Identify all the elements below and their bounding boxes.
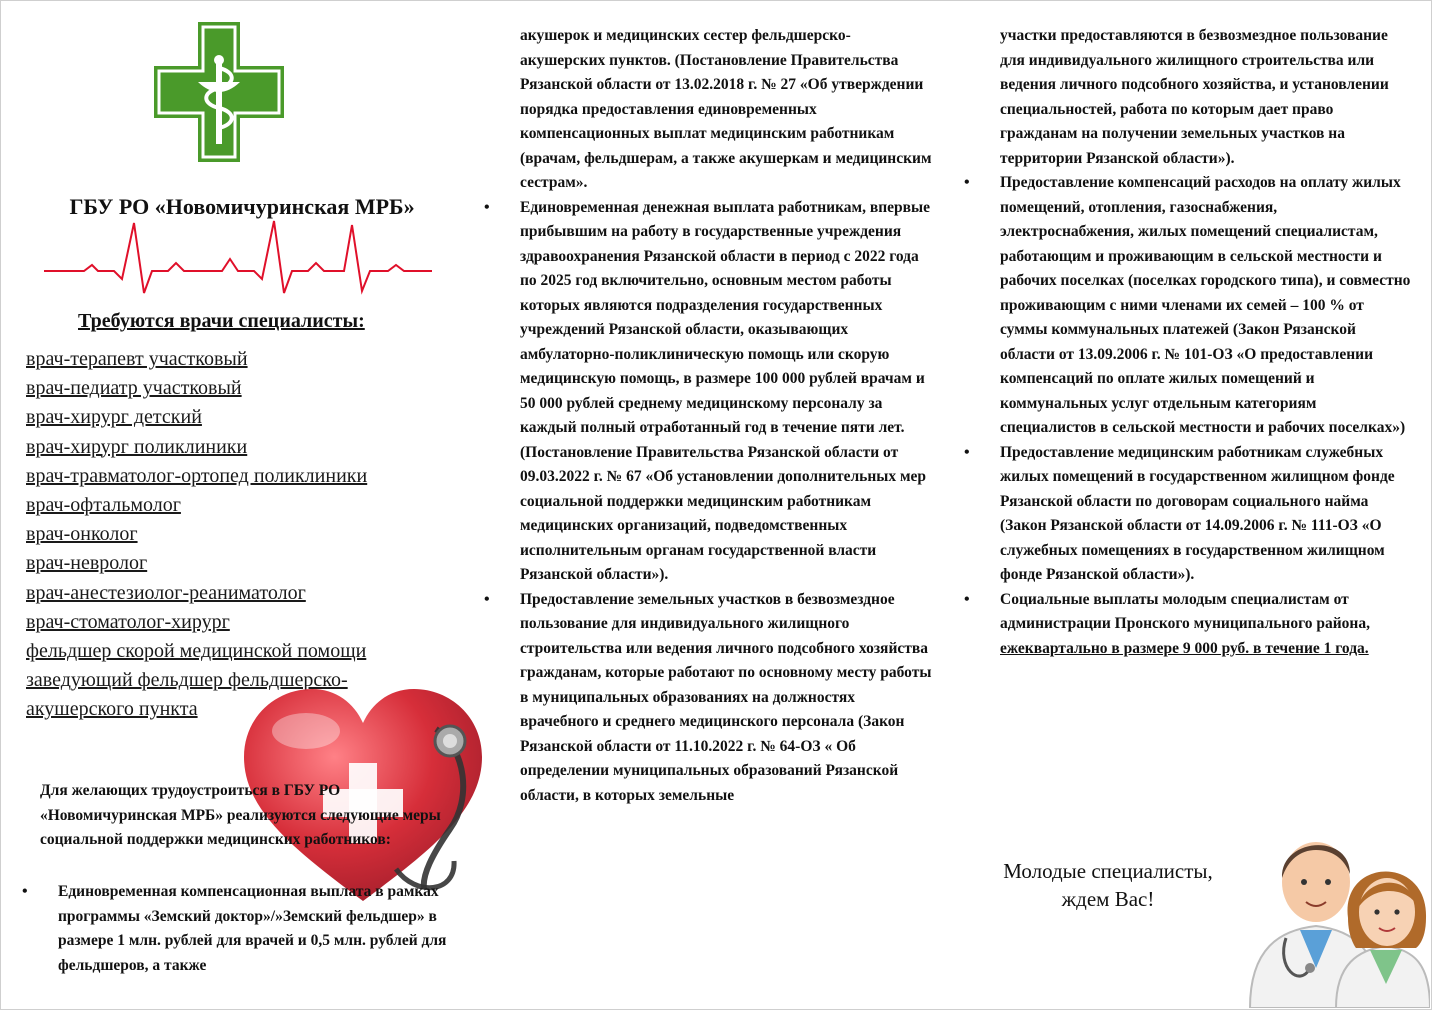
vacancy-item: акушерского пункта <box>26 698 198 721</box>
vacancies-list <box>26 345 367 725</box>
closing-message <box>958 857 1258 913</box>
vacancy-item: фельдшер скорой медицинской помощи <box>26 640 367 663</box>
vacancy-item: врач-терапевт участковый <box>26 348 248 370</box>
vacancy-item: врач-хирург поликлиники <box>26 435 248 458</box>
vacancy-item: врач-стоматолог-хирург <box>26 610 230 633</box>
vacancy-item: врач-онколог <box>26 523 138 546</box>
benefit-item-service-housing: • Предоставление медицинским работникам служебных жилых помещений в государственном жилищном фонде Рязанской области по договорам социального найма (Закон Рязанской области от 14.09.2006 г. № 111-ОЗ «О служебных помещениях в государственном жилищном фонде Рязанской области»). <box>964 441 1414 588</box>
vacancies-title: Требуются врачи специалисты: <box>78 310 365 332</box>
benefit-item-lump-sum: • Единовременная денежная выплата работникам, впервые прибывшим на работу в государственные учреждения здравоохранения Рязанской области в период с 2022 года по 2025 год включительно, основным местом работы которых являются подразделения государственных учреждений Рязанской области, оказывающих амбулаторно-поликлиническую помощь или скорую медицинскую помощь, в размере 100 000 рублей врачам и 50 000 рублей среднему медицинскому персоналу за каждый полный отработанный год в течение пяти лет. (Постановление Правительства Рязанской области от 09.03.2022 г. № 67 «Об установлении дополнительных мер социальной поддержки медицинским работникам медицинских организаций, подведомственных исполнительным органам государственной власти Рязанской области»). <box>484 196 932 588</box>
intro-text: Для желающих трудоустроиться в ГБУ РО «Новомичуринская МРБ» реализуются следующие меры социальной поддержки медицинских работников: <box>40 782 441 848</box>
vacancy-item: врач-хирург детский <box>26 406 202 429</box>
benefit-item-zemsky-continued: акушерок и медицинских сестер фельдшерско-акушерских пунктов. (Постановление Правительства Рязанской области от 13.02.2018 г. № 27 «Об утверждении порядка предоставления единовременных компенсационных выплат медицинским работникам (врачам, фельдшерам, а также акушеркам и медицинским сестрам». <box>520 27 932 191</box>
vacancy-item: заведующий фельдшер фельдшерско- <box>26 669 348 692</box>
closing-line-1: Молодые специалисты, <box>1003 859 1213 883</box>
benefits-list-middle <box>484 196 932 809</box>
benefits-list-right <box>964 171 1414 661</box>
doctors-illustration-icon <box>1240 818 1430 1008</box>
vacancy-item: врач-невролог <box>26 552 148 575</box>
benefit-item-land-plots-continued: участки предоставляются в безвозмездное пользование для индивидуального жилищного строительства или ведения личного подсобного хозяйства, и установлении специальностей, работа по которым дает право гражданам на получении земельных участков на территории Рязанской области»). <box>1000 27 1389 167</box>
left-column <box>18 14 468 994</box>
vacancy-item: врач-офтальмолог <box>26 494 181 517</box>
benefit-item-zemsky: • Единовременная компенсационная выплата в рамках программы «Земский доктор»/»Земский фельдшер» в размере 1 млн. рублей для врачей и 0,5 млн. рублей для фельдшеров, а также <box>22 880 462 978</box>
vacancy-item: врач-анестезиолог-реаниматолог <box>26 581 306 604</box>
benefits-list-start <box>22 880 462 978</box>
benefit-item-utility-compensation: • Предоставление компенсаций расходов на оплату жилых помещений, отопления, газоснабжения, электроснабжения, жилых помещений специалистам, работающим и проживающим в сельской местности и рабочих поселках (поселках городского типа), и совместно проживающим с ними членами их семей – 100 % от суммы коммунальных платежей (Закон Рязанской области от 13.09.2006 г. № 101-ОЗ «О предоставлении компенсаций по оплате жилых помещений и коммунальных услуг отдельным категориям специалистов в сельской местности и рабочих поселках») <box>964 171 1414 441</box>
right-column <box>964 24 1414 661</box>
middle-column <box>484 24 932 808</box>
closing-line-2: ждем Вас! <box>1061 887 1155 911</box>
vacancy-item: врач-педиатр участковый <box>26 377 242 400</box>
benefit-item-land-plots: • Предоставление земельных участков в безвозмездное пользование для индивидуального жилищного строительства или ведения личного подсобного хозяйства гражданам, которые работают по основному месту работы в муниципальных образованиях на должностях врачебного и среднего медицинского персонала (Закон Рязанской области от 11.10.2022 г. № 64-ОЗ « Об определении муниципальных образований Рязанской области, в которых земельные <box>484 588 932 809</box>
young-specialists-text: Социальные выплаты молодым специалистам от администрации Пронского муниципального района, <box>1000 590 1370 632</box>
benefit-item-young-specialists <box>964 588 1414 662</box>
heartbeat-line-icon <box>44 219 432 299</box>
pharmacy-cross-logo <box>154 22 284 162</box>
vacancy-item: врач-травматолог-ортопед поликлиники <box>26 464 368 487</box>
young-specialists-amount: ежеквартально в размере 9 000 руб. в течение 1 года. <box>1000 639 1369 657</box>
organization-name: ГБУ РО «Новомичуринская МРБ» <box>69 194 415 219</box>
